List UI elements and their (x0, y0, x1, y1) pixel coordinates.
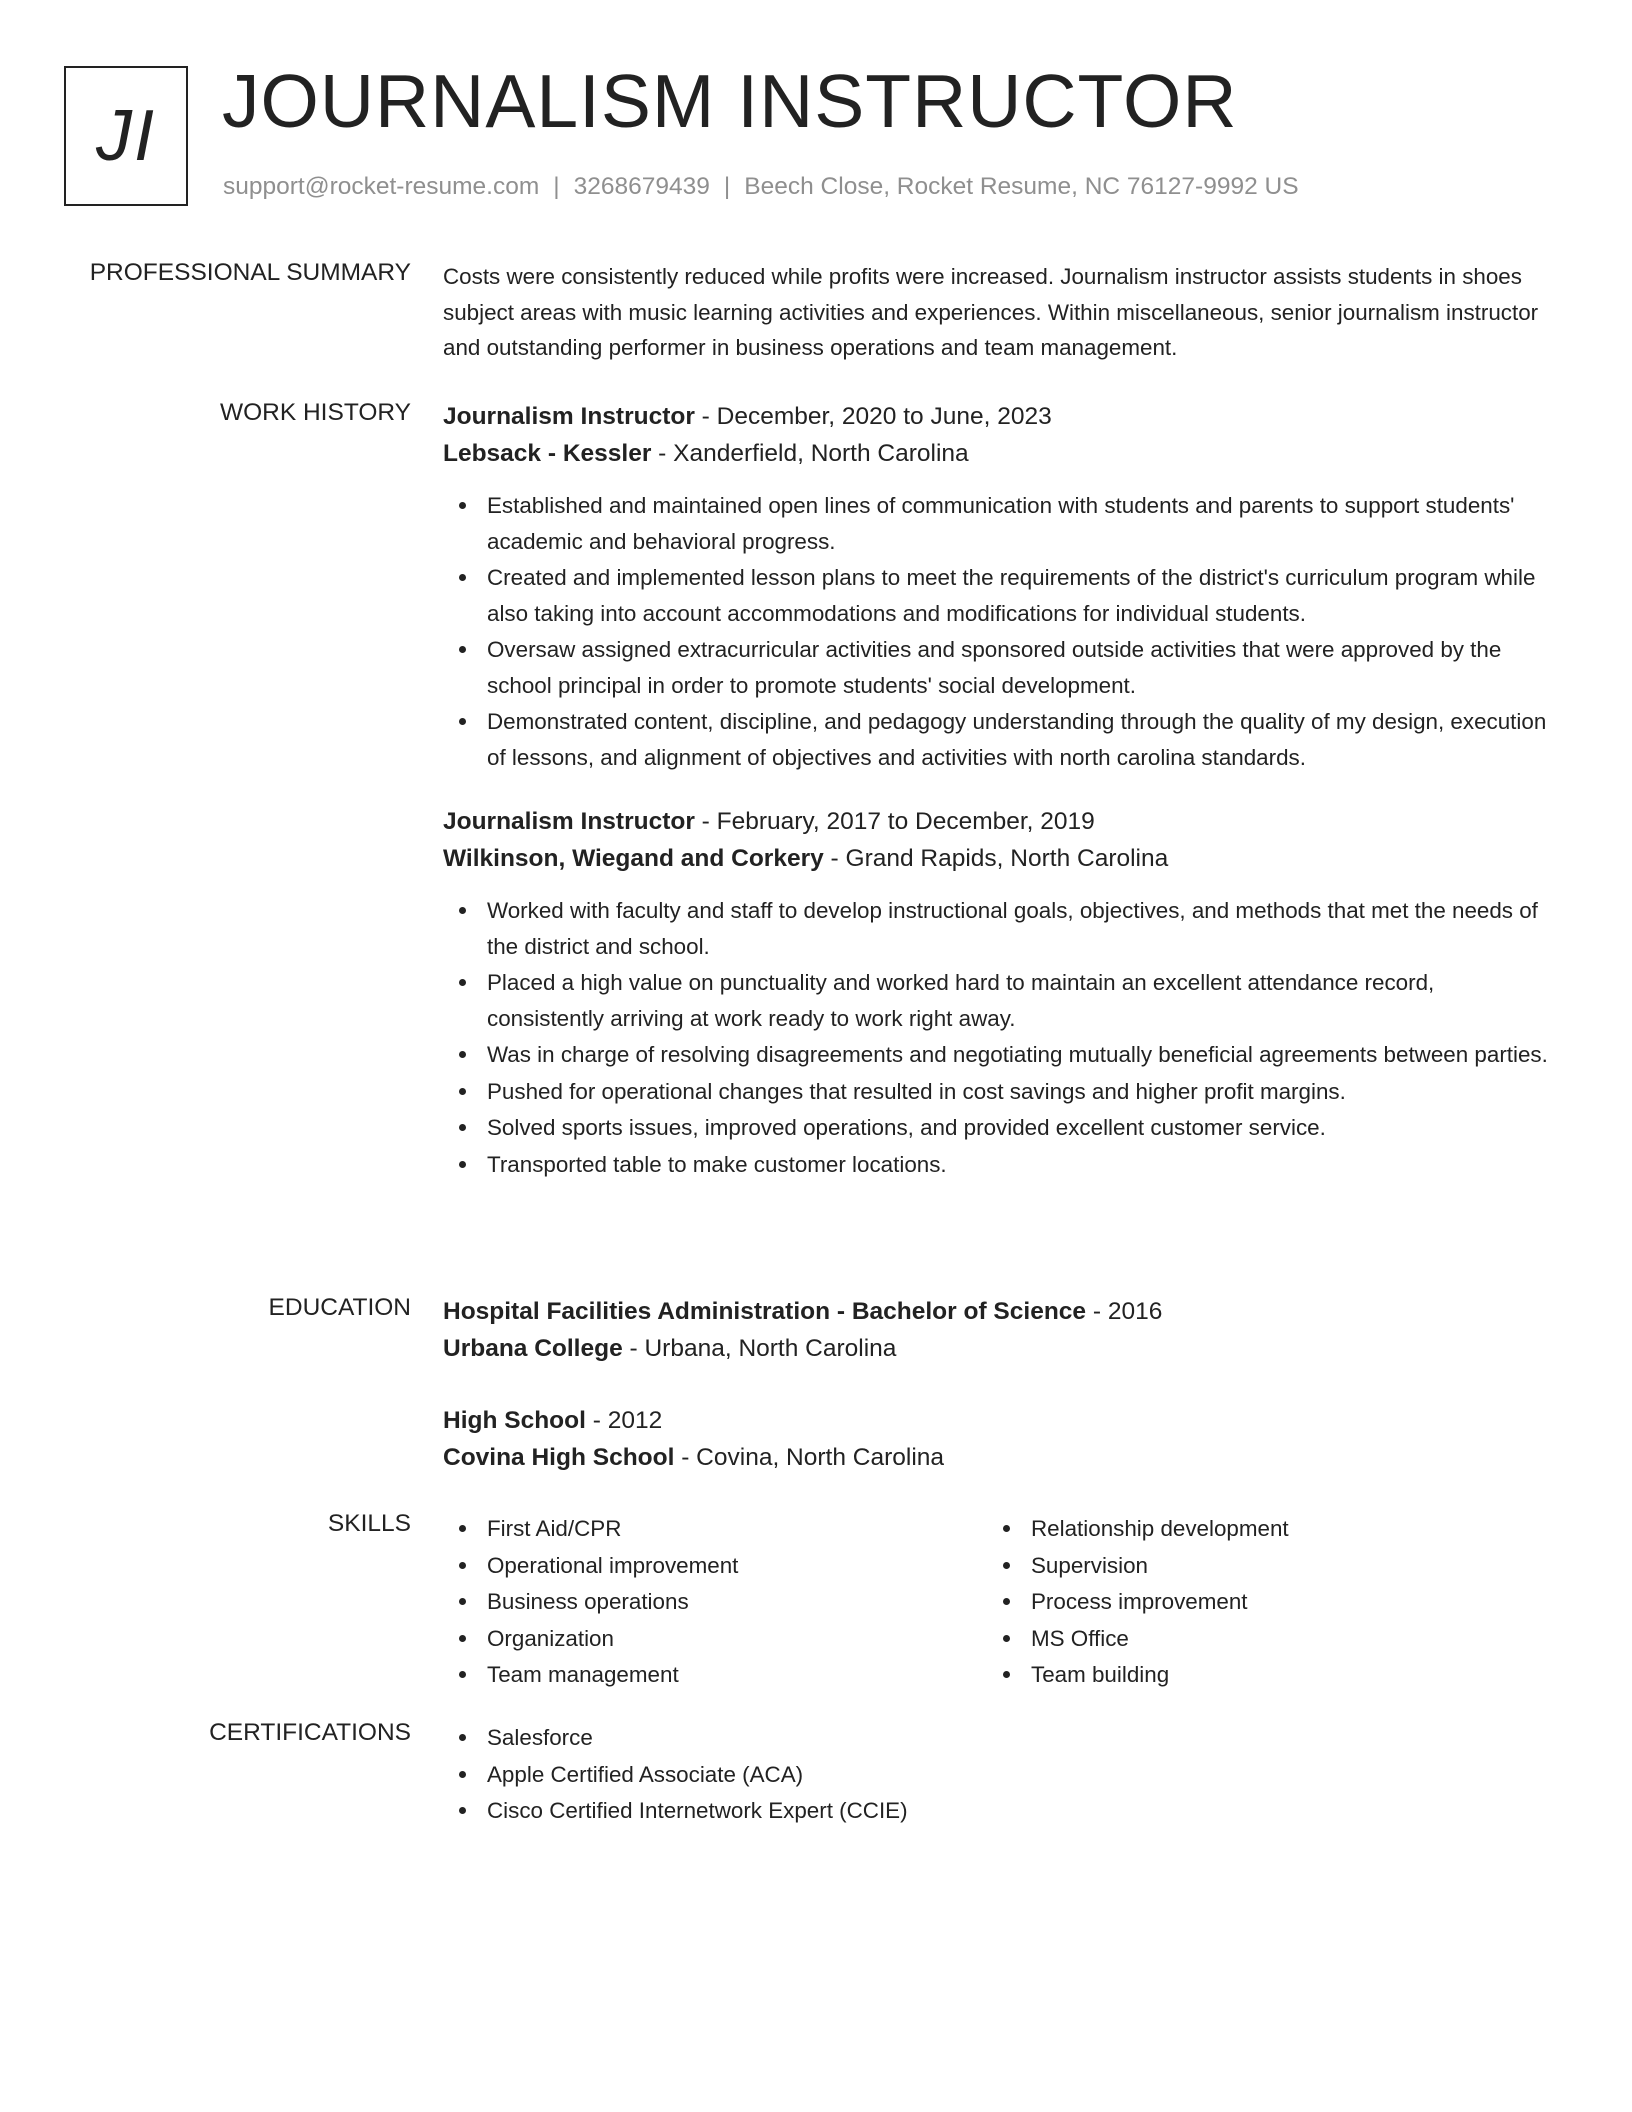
job-title-line (443, 803, 1555, 840)
job-location: - Xanderfield, North Carolina (651, 440, 969, 467)
job-title: Journalism Instructor (443, 808, 695, 835)
education-degree-line (443, 1402, 1555, 1439)
education-year: - 2016 (1086, 1298, 1163, 1325)
contact-address: Beech Close, Rocket Resume, NC 76127-9992 US (744, 173, 1299, 200)
skills-list-col2 (987, 1511, 1531, 1694)
skill-item: First Aid/CPR (443, 1511, 987, 1547)
education-degree-line (443, 1293, 1555, 1330)
contact-line (223, 173, 1299, 201)
skill-item: Relationship development (987, 1511, 1531, 1547)
job-title-line (443, 398, 1555, 435)
monogram-initials: JI (95, 96, 156, 176)
education-location: - Urbana, North Carolina (622, 1335, 897, 1362)
education-school-line (443, 1330, 1555, 1367)
section-heading-summary: PROFESSIONAL SUMMARY (89, 259, 411, 286)
certification-item: Cisco Certified Internetwork Expert (CCIE) (443, 1793, 1555, 1829)
job-title: Journalism Instructor (443, 403, 695, 430)
job-company: Lebsack - Kessler (443, 440, 652, 467)
skill-item: Supervision (987, 1548, 1531, 1584)
certification-item: Salesforce (443, 1720, 1555, 1756)
skill-item: MS Office (987, 1621, 1531, 1657)
section-heading-certifications: CERTIFICATIONS (209, 1719, 411, 1746)
skill-item: Team management (443, 1657, 987, 1693)
contact-separator: | (723, 173, 731, 200)
skill-item: Business operations (443, 1584, 987, 1620)
job-company-line (443, 840, 1555, 877)
skill-item: Operational improvement (443, 1548, 987, 1584)
job-bullet: Placed a high value on punctuality and worked hard to maintain an excellent attendance record, consistently arriving at work ready to work right away. (443, 965, 1555, 1036)
job-bullet: Worked with faculty and staff to develop instructional goals, objectives, and methods that met the needs of the district and school. (443, 893, 1555, 964)
section-heading-education: EDUCATION (268, 1294, 411, 1321)
summary-text: Costs were consistently reduced while profits were increased. Journalism instructor assists students in shoes subject areas with music learning activities and experiences. Within miscellaneous, senior journalism instructor and outstanding performer in business operations and team management. (443, 264, 1539, 360)
job-company: Wilkinson, Wiegand and Corkery (443, 845, 824, 872)
section-heading-skills: SKILLS (327, 1510, 411, 1537)
job-bullet: Transported table to make customer locations. (443, 1147, 1555, 1183)
certifications-list (443, 1720, 1555, 1829)
job-entry (443, 398, 1555, 775)
education-entry (443, 1402, 1555, 1476)
education-school-line (443, 1439, 1555, 1476)
skills-list-col1 (443, 1511, 987, 1694)
education-year: - 2012 (585, 1407, 663, 1434)
job-location: - Grand Rapids, North Carolina (823, 845, 1169, 872)
education-degree: High School (443, 1407, 586, 1434)
monogram-box (64, 66, 188, 206)
job-bullet: Pushed for operational changes that resulted in cost savings and higher profit margins. (443, 1074, 1555, 1110)
skill-item: Team building (987, 1657, 1531, 1693)
job-bullet: Demonstrated content, discipline, and pedagogy understanding through the quality of my design, execution of lessons, and alignment of objectives and activities with north carolina standards. (443, 704, 1555, 775)
education-degree: Hospital Facilities Administration - Bachelor of Science (443, 1298, 1087, 1325)
job-bullet: Established and maintained open lines of communication with students and parents to support students' academic and behavioral progress. (443, 488, 1555, 559)
job-bullets (443, 488, 1555, 775)
job-dates: - December, 2020 to June, 2023 (694, 403, 1052, 430)
job-dates: - February, 2017 to December, 2019 (694, 808, 1095, 835)
education-location: - Covina, North Carolina (674, 1444, 945, 1471)
skills-columns (443, 1511, 1555, 1694)
resume-title: JOURNALISM INSTRUCTOR (222, 59, 1238, 143)
education-school: Urbana College (443, 1335, 623, 1362)
job-entry (443, 803, 1555, 1182)
job-bullets (443, 893, 1555, 1182)
contact-separator: | (553, 173, 560, 200)
skill-item: Process improvement (987, 1584, 1531, 1620)
job-company-line (443, 435, 1555, 472)
skill-item: Organization (443, 1621, 987, 1657)
section-heading-work-history: WORK HISTORY (219, 399, 411, 426)
education-school: Covina High School (443, 1444, 675, 1471)
job-bullet: Solved sports issues, improved operations, and provided excellent customer service. (443, 1110, 1555, 1146)
certification-item: Apple Certified Associate (ACA) (443, 1757, 1555, 1793)
education-entry (443, 1293, 1555, 1367)
contact-phone[interactable]: 3268679439 (573, 173, 710, 200)
contact-email[interactable]: support@rocket-resume.com (223, 173, 540, 200)
job-bullet: Was in charge of resolving disagreements and negotiating mutually beneficial agreements between parties. (443, 1037, 1555, 1073)
job-bullet: Created and implemented lesson plans to meet the requirements of the district's curriculum program while also taking into account accommodations and modifications for individual students. (443, 560, 1555, 631)
job-bullet: Oversaw assigned extracurricular activities and sponsored outside activities that were approved by the school principal in order to promote students' social development. (443, 632, 1555, 703)
